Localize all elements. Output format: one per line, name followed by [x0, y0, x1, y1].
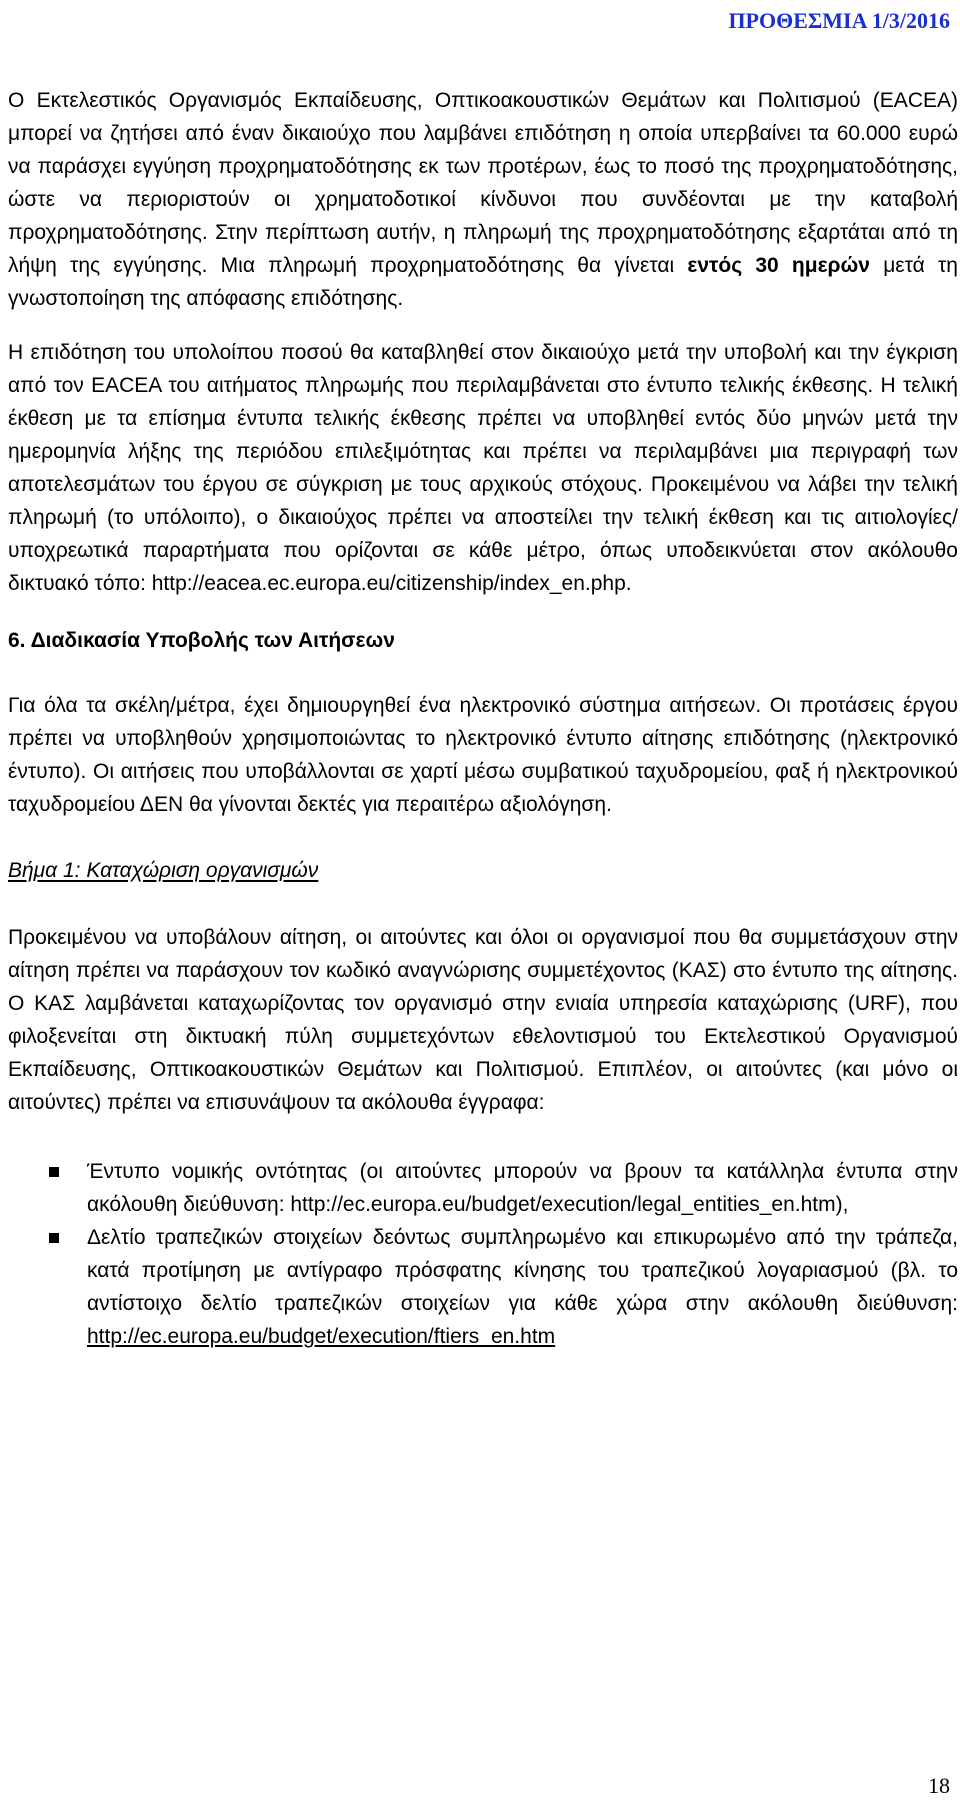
section-title: Διαδικασία Υποβολής των Αιτήσεων [30, 629, 395, 652]
list-item-text: Δελτίο τραπεζικών στοιχείων δεόντως συμπληρωμένο και επικυρωμένο από την τράπεζα, κατά προτίμηση με αντίγραφο πρόσφατης κίνησης του τραπεζικού λογαριασμού (βλ. το αντίστοιχο δελτίο τραπεζικών στοιχείων για κάθε χώρα στην ακόλουθη διεύθυνση: [87, 1226, 958, 1315]
list-item-text: Έντυπο νομικής οντότητας (οι αιτούντες μπορούν να βρουν τα κατάλληλα έντυπα στην ακόλουθη διεύθυνση: http://ec.europa.eu/budget/execution/legal_entities_en.htm), [87, 1160, 958, 1216]
list-item [8, 1221, 958, 1353]
documents-list [8, 1155, 958, 1353]
section-number: 6. [8, 629, 26, 652]
paragraph-prefinancing [8, 84, 958, 315]
list-item [8, 1155, 958, 1221]
paragraph-text: μετά τη γνωστοποίηση της απόφασης επιδότησης. [8, 254, 958, 310]
bold-deadline: εντός 30 ημερών [687, 254, 870, 277]
paragraph-electronic-system: Για όλα τα σκέλη/μέτρα, έχει δημιουργηθεί ένα ηλεκτρονικό σύστημα αιτήσεων. Οι προτάσεις έργου πρέπει να υποβληθούν χρησιμοποιώντας το ηλεκτρονικό έντυπο αίτησης επιδότησης (ηλεκτρονικό έντυπο). Οι αιτήσεις που υποβάλλονται σε χαρτί μέσω συμβατικού ταχυδρομείου, φαξ ή ηλεκτρονικού ταχυδρομείου ΔΕΝ θα γίνονται δεκτές για περαιτέρω αξιολόγηση. [8, 694, 958, 816]
step-heading: Βήμα 1: Καταχώριση οργανισμών [8, 859, 319, 882]
square-bullet-icon [49, 1233, 59, 1243]
paragraph-final-payment: Η επιδότηση του υπολοίπου ποσού θα καταβληθεί στον δικαιούχο μετά την υποβολή και την έγκριση από τον EACEA του αιτήματος πληρωμής που περιλαμβάνεται στο έντυπο τελικής έκθεσης. Η τελική έκθεση με τα επίσημα έντυπα τελικής έκθεσης πρέπει να υποβληθεί εντός δύο μηνών μετά την ημερομηνία λήξης της περιόδου επιλεξιμότητας και πρέπει να περιλαμβάνει μια περιγραφή των αποτελεσμάτων του έργου σε σύγκριση με τους αρχικούς στόχους. Προκειμένου να λάβει την τελική πληρωμή (το υπόλοιπο), ο δικαιούχος πρέπει να αποστείλει την τελική έκθεση και τις αιτιολογίες/υποχρεωτικά παραρτήματα που ορίζονται σε κάθε μέτρο, όπως υποδεικνύεται στον ακόλουθο δικτυακό τόπο: http://eacea.ec.europa.eu/citizenship/index_en.php. [8, 341, 958, 595]
page-number: 18 [928, 1773, 950, 1798]
section-heading [8, 624, 958, 657]
paragraph-text: Ο Εκτελεστικός Οργανισμός Εκπαίδευσης, Οπτικοακουστικών Θεμάτων και Πολιτισμού (EACEA) μπορεί να ζητήσει από έναν δικαιούχο που λαμβάνει επιδότηση η οποία υπερβαίνει τα 60.000 ευρώ να παράσχει εγγύηση προχρηματοδότησης εκ των προτέρων, έως το ποσό της προχρηματοδότησης, ώστε να περιοριστούν οι χρηματοδοτικοί κίνδυνοι που συνδέονται με την καταβολή προχρηματοδότησης. Στην περίπτωση αυτήν, η πληρωμή της προχρηματοδότησης εξαρτάται από τη λήψη της εγγύησης. Μια πληρωμή προχρηματοδότησης θα γίνεται [8, 89, 958, 277]
deadline-header: ΠΡΟΘΕΣΜΙΑ 1/3/2016 [728, 8, 950, 33]
bank-details-link[interactable]: http://ec.europa.eu/budget/execution/ftiers_en.htm [87, 1325, 556, 1348]
document-body [8, 84, 958, 1353]
square-bullet-icon [49, 1167, 59, 1177]
paragraph-registration: Προκειμένου να υποβάλουν αίτηση, οι αιτούντες και όλοι οι οργανισμοί που θα συμμετάσχουν στην αίτηση πρέπει να παράσχουν τον κωδικό αναγνώρισης συμμετέχοντος (ΚΑΣ) στο έντυπο της αίτησης. Ο ΚΑΣ λαμβάνεται καταχωρίζοντας τον οργανισμό στην ενιαία υπηρεσία καταχώρισης (URF), που φιλοξενείται στη δικτυακή πύλη συμμετεχόντων εθελοντισμού του Εκτελεστικού Οργανισμού Εκπαίδευσης, Οπτικοακουστικών Θεμάτων και Πολιτισμού. Επιπλέον, οι αιτούντες (και μόνο οι αιτούντες) πρέπει να επισυνάψουν τα ακόλουθα έγγραφα: [8, 926, 958, 1114]
